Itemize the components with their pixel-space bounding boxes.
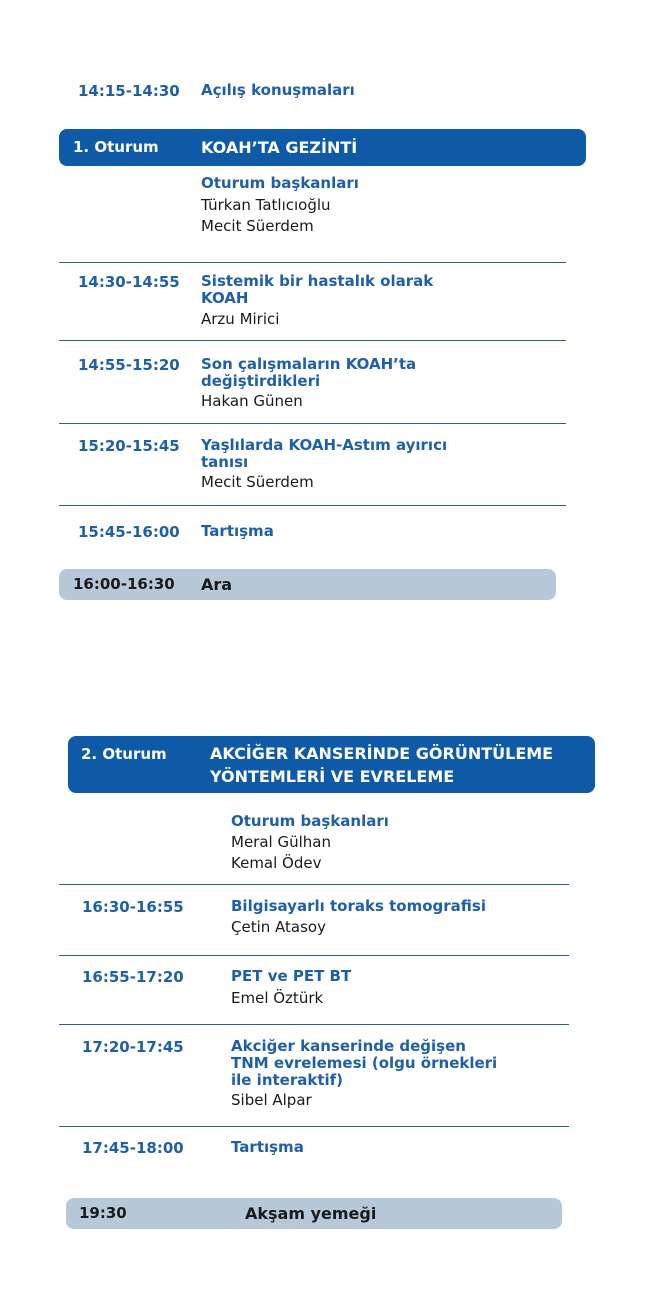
talk-speaker: Çetin Atasoy [231,918,326,936]
talk-time: 15:45-16:00 [78,523,180,541]
session1-chairs-heading: Oturum başkanları [201,174,359,192]
talk-speaker: Sibel Alpar [231,1091,312,1109]
session2-chair-1: Meral Gülhan [231,833,331,851]
session1-chair-2: Mecit Süerdem [201,217,314,235]
session1-chair-1: Türkan Tatlıcıoğlu [201,196,331,214]
talk-title-line: TNM evrelemesi (olgu örnekleri [231,1054,498,1072]
divider [59,505,566,506]
talk-time: 16:30-16:55 [82,898,184,916]
divider [59,340,566,341]
talk-time: 17:20-17:45 [82,1038,184,1056]
session2-banner [68,736,595,793]
dinner-time: 19:30 [79,1204,127,1222]
divider [59,1024,569,1025]
dinner-bar [66,1198,562,1229]
session2-title-line: AKCİĞER KANSERİNDE GÖRÜNTÜLEME [210,744,554,763]
talk-time: 16:55-17:20 [82,968,184,986]
session2-chair-2: Kemal Ödev [231,854,322,872]
talk-title-line: Akciğer kanserinde değişen [231,1037,466,1055]
talk-title-line: KOAH [201,289,249,307]
talk-title-line: Bilgisayarlı toraks tomografisi [231,897,486,915]
divider [59,423,566,424]
talk-speaker: Emel Öztürk [231,989,324,1007]
talk-speaker: Arzu Mirici [201,310,280,328]
talk-title-line: Tartışma [231,1138,304,1156]
talk-time: 15:20-15:45 [78,437,180,455]
talk-time: 14:30-14:55 [78,273,180,291]
break-time: 16:00-16:30 [73,575,175,593]
talk-time: 17:45-18:00 [82,1139,184,1157]
session2-chairs-heading: Oturum başkanları [231,812,389,830]
divider [59,884,569,885]
session1-label: 1. Oturum [73,138,159,156]
talk-title-line: Sistemik bir hastalık olarak [201,272,434,290]
talk-time: 14:55-15:20 [78,356,180,374]
talk-title-line: PET ve PET BT [231,967,352,985]
session1-title: KOAH’TA GEZİNTİ [201,138,358,157]
break-label: Ara [201,575,233,594]
divider [59,262,566,263]
break-bar [59,569,556,600]
divider [59,1126,569,1127]
talk-speaker: Hakan Günen [201,392,303,410]
divider [59,955,569,956]
talk-title-line: ile interaktif) [231,1071,344,1089]
talk-speaker: Mecit Süerdem [201,473,314,491]
talk-title-line: Yaşlılarda KOAH-Astım ayırıcı [201,436,448,454]
dinner-label: Akşam yemeği [245,1204,377,1223]
session2-label: 2. Oturum [81,745,167,763]
talk-title-line: Son çalışmaların KOAH’ta [201,355,417,373]
talk-title-line: değiştirdikleri [201,372,321,390]
session1-banner [59,129,586,166]
session2-title-line: YÖNTEMLERİ VE EVRELEME [210,767,455,786]
opening-time: 14:15-14:30 [78,82,180,100]
talk-title-line: tanısı [201,453,249,471]
opening-title: Açılış konuşmaları [201,81,355,99]
talk-title-line: Tartışma [201,522,274,540]
